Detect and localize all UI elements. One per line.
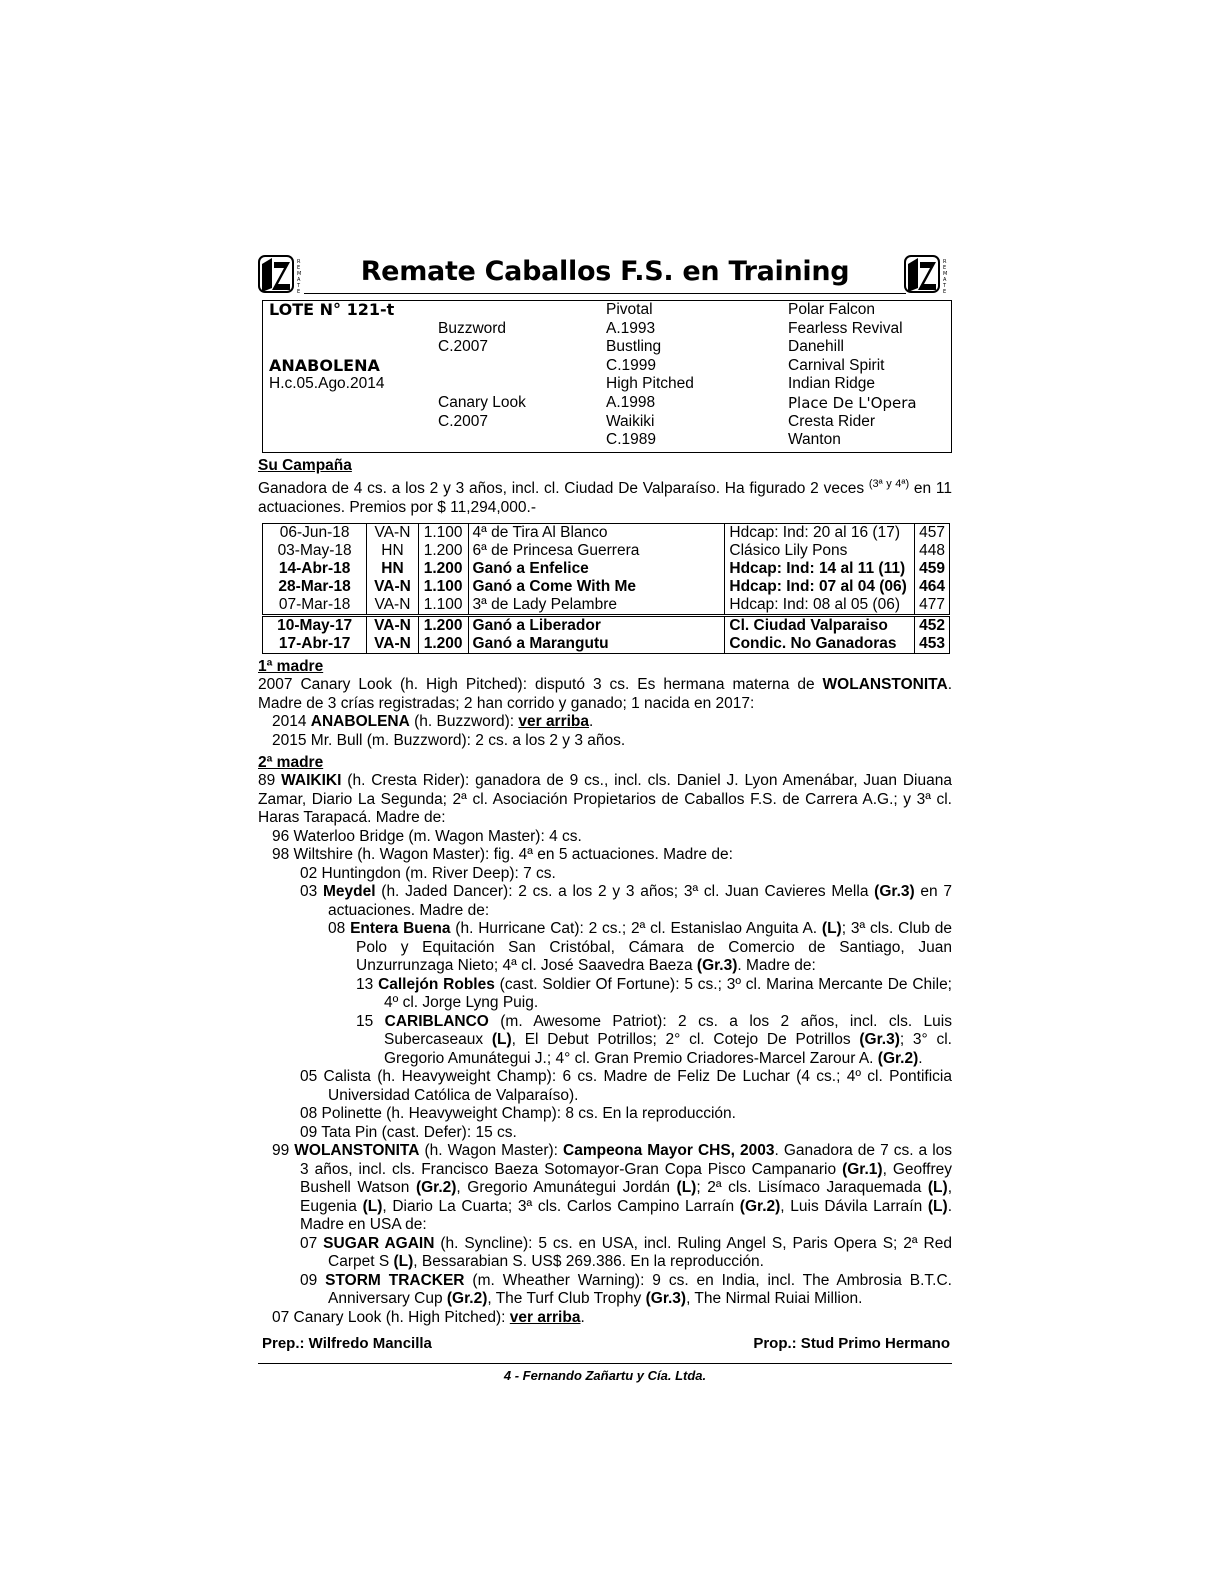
owner: Prop.: Stud Primo Hermano	[753, 1335, 950, 1353]
race-row	[263, 596, 950, 616]
race-number: 452	[915, 616, 950, 636]
madre1-offspring: 2015 Mr. Bull (m. Buzzword): 2 cs. a los 2 y 3 años.	[272, 731, 626, 749]
dam-dam: Waikiki	[606, 412, 655, 430]
offspring-huntingdon: 02 Huntingdon (m. River Deep): 7 cs.	[300, 864, 556, 882]
page-number: 4 - Fernando Zañartu y Cía. Ltda.	[503, 1368, 707, 1384]
dam-year: C.2007	[438, 412, 488, 430]
race-name: Hdcap: Ind: 07 al 04 (06)	[725, 578, 915, 596]
svg-text:M: M	[943, 271, 948, 277]
race-row	[263, 578, 950, 596]
svg-text:E: E	[297, 289, 301, 295]
race-row	[263, 560, 950, 578]
dam-sire: High Pitched	[606, 375, 694, 393]
sire-year: C.2007	[438, 338, 488, 356]
offspring-tata-pin: 09 Tata Pin (cast. Defer): 15 cs.	[300, 1123, 517, 1141]
campaign-heading: Su Campaña	[258, 457, 352, 474]
ver-arriba-link[interactable]: ver arriba	[518, 713, 590, 731]
race-row	[263, 616, 950, 636]
race-result: 3ª de Lady Pelambre	[468, 596, 725, 616]
offspring-meydel: 03 Meydel (h. Jaded Dancer): 2 cs. a los 2 y 3 años; 3ª cl. Juan Cavieres Mella (Gr.3) en 7 actuaciones. Madre de:	[300, 883, 952, 919]
offspring-entera-buena: 08 Entera Buena (h. Hurricane Cat): 2 cs.; 2ª cl. Estanislao Anguita A. (L); 3ª cls. Club de Polo y Equitación San Cristóbal, Cámara de Comercio de Santiago, Juan Unzurrunzaga Nieto; 4ª cl. José Saavedra Baeza (Gr.3). Madre de:	[328, 920, 952, 975]
svg-text:E: E	[943, 265, 947, 271]
race-track: VA-N	[367, 596, 418, 616]
offspring-wolanstonita: 99 WOLANSTONITA (h. Wagon Master): Campeona Mayor CHS, 2003. Ganadora de 7 cs. a los 3 años, incl. cls. Francisco Baeza Sotomayor-Gran Copa Pisco Campanario (Gr.1), Geoffrey Bushell Watson (Gr.2), Gregorio Amunátegui Jordán (L); 2ª cls. Lisímaco Jaraquemada (L), Eugenia (L), Diario La Cuarta; 3ª cls. Carlos Campino Larraín (Gr.2), Luis Dávila Larraín (L). Madre en USA de:	[272, 1142, 953, 1234]
race-date: 14-Abr-18	[263, 560, 367, 578]
race-row	[263, 635, 950, 654]
pedigree-box	[262, 300, 952, 453]
race-number: 477	[915, 596, 950, 616]
race-name: Condic. No Ganadoras	[725, 635, 915, 654]
campaign-text	[258, 475, 952, 517]
race-distance: 1.100	[418, 524, 468, 543]
race-distance: 1.200	[418, 635, 468, 654]
g4-ancestor: Danehill	[788, 338, 845, 356]
remates-logo	[258, 254, 306, 296]
svg-text:E: E	[297, 265, 301, 271]
offspring-storm-tracker: 09 STORM TRACKER (m. Wheather Warning): 9 cs. en India, incl. The Ambrosia B.T.C. Anniversary Cup (Gr.2), The Turf Club Trophy (Gr.3), The Nirmal Ruiai Million.	[300, 1271, 952, 1308]
race-track: HN	[367, 542, 418, 560]
page-title: Remate Caballos F.S. en Training	[360, 256, 850, 287]
offspring-callejon: 13 Callejón Robles (cast. Soldier Of Fortune): 5 cs.; 3º cl. Marina Mercante De Chile; 4º cl. Jorge Lyng Puig.	[356, 975, 952, 1012]
g4-ancestor: Fearless Revival	[788, 319, 903, 337]
horse-name: ANABOLENA	[269, 355, 380, 375]
madre1-offspring: 2014 ANABOLENA (h. Buzzword): ver arriba.	[272, 713, 594, 731]
g4-ancestor: Polar Falcon	[788, 301, 876, 318]
sire-sire: Pivotal	[606, 301, 653, 318]
offspring-waterloo: 96 Waterloo Bridge (m. Wagon Master): 4 cs.	[272, 827, 582, 845]
madre1-heading: 1ª madre	[258, 658, 324, 676]
offspring-polinette: 08 Polinette (h. Heavyweight Champ): 8 cs. En la reproducción.	[300, 1105, 736, 1123]
svg-text:R: R	[943, 259, 947, 265]
svg-text:A: A	[943, 277, 947, 283]
title-rule	[304, 293, 906, 294]
race-name: Clásico Lily Pons	[725, 542, 915, 560]
offspring-sugar-again: 07 SUGAR AGAIN (h. Syncline): 5 cs. en USA, incl. Ruling Angel S, Paris Opera S; 2ª Red Carpet S (L), Bessarabian S. US$ 269.386. En la reproducción.	[300, 1234, 952, 1271]
offspring-canary-look: 07 Canary Look (h. High Pitched): ver arriba.	[272, 1308, 585, 1326]
race-number: 457	[915, 524, 950, 543]
campaign-text-b: en 11 actuaciones. Premios por $ 11,294,000.-	[258, 480, 953, 516]
footer	[258, 1335, 952, 1357]
race-result: Ganó a Enfelice	[468, 560, 725, 578]
sire-dam-year: C.1999	[606, 356, 656, 374]
race-track: HN	[367, 560, 418, 578]
race-result: Ganó a Liberador	[468, 616, 725, 636]
race-name: Hdcap: Ind: 14 al 11 (11)	[725, 560, 915, 578]
remates-logo-right	[904, 254, 952, 296]
svg-text:R: R	[297, 259, 301, 265]
offspring-wiltshire: 98 Wiltshire (h. Wagon Master): fig. 4ª en 5 actuaciones. Madre de:	[272, 846, 733, 864]
race-name: Cl. Ciudad Valparaiso	[725, 616, 915, 636]
dam-name: Canary Look	[438, 394, 526, 411]
race-distance: 1.100	[418, 596, 468, 616]
race-number: 459	[915, 560, 950, 578]
madre2-heading: 2ª madre	[258, 754, 324, 772]
sire-dam: Bustling	[606, 338, 662, 356]
g4-ancestor: Carnival Spirit	[788, 356, 885, 374]
race-result: 4ª de Tira Al Blanco	[468, 524, 725, 543]
race-number: 448	[915, 542, 950, 560]
race-row	[263, 542, 950, 560]
race-name: Hdcap: Ind: 20 al 16 (17)	[725, 524, 915, 543]
svg-text:A: A	[297, 277, 301, 283]
sire-name: Buzzword	[438, 319, 507, 337]
race-date: 06-Jun-18	[263, 524, 367, 543]
race-track: VA-N	[367, 635, 418, 654]
dam-sire-year: A.1998	[606, 394, 656, 411]
g4-ancestor: Cresta Rider	[788, 412, 875, 430]
race-track: VA-N	[367, 578, 418, 596]
g4-ancestor: Indian Ridge	[788, 375, 876, 393]
race-distance: 1.200	[418, 542, 468, 560]
race-row	[263, 524, 950, 543]
g4-ancestor: Place De L'Opera	[788, 394, 917, 412]
campaign-placings: (3ª y 4ª)	[868, 478, 910, 490]
race-table	[262, 523, 950, 654]
race-track: VA-N	[367, 524, 418, 543]
race-date: 28-Mar-18	[263, 578, 367, 596]
offspring-calista: 05 Calista (h. Heavyweight Champ): 6 cs. Madre de Feliz De Luchar (4 cs.; 4º cl. Pontificia Universidad Católica de Valparaíso).	[300, 1068, 952, 1104]
race-number: 464	[915, 578, 950, 596]
svg-text:E: E	[943, 289, 947, 295]
offspring-cariblanco: 15 CARIBLANCO (m. Awesome Patriot): 2 cs. a los 2 años, incl. cls. Luis Subercaseaux (L), El Debut Potrillos; 2° cl. Cotejo De Potrillos (Gr.3); 3° cl. Gregorio Amunátegui J.; 4° cl. Gran Premio Criadores-Marcel Zarour A. (Gr.2).	[356, 1012, 952, 1067]
svg-text:T: T	[297, 283, 301, 289]
madre2-intro: 89 WAIKIKI (h. Cresta Rider): ganadora de 9 cs., incl. cls. Daniel J. Lyon Amenábar, Juan Diuana Zamar, Diario La Segunda; 2ª cl. Asociación Propietarios de Caballos F.S. de Carrera A.G.; y 3ª cl. Haras Tarapacá. Madre de:	[258, 772, 952, 827]
catalog-page	[258, 252, 952, 1383]
page-header	[258, 252, 952, 296]
madre1-intro: 2007 Canary Look (h. High Pitched): disputó 3 cs. Es hermana materna de WOLANSTONITA. Madre de 3 crías registradas; 2 han corrido y ganado; 1 nacida en 2017:	[258, 676, 952, 712]
campaign-text-a: Ganadora de 4 cs. a los 2 y 3 años, incl. cl. Ciudad De Valparaíso. Ha figurado 2 veces	[258, 480, 869, 498]
horse-info: H.c.05.Ago.2014	[269, 375, 385, 393]
g4-ancestor: Wanton	[788, 431, 841, 449]
race-track: VA-N	[367, 616, 418, 636]
lote-number: LOTE N° 121-t	[269, 300, 395, 319]
race-date: 07-Mar-18	[263, 596, 367, 616]
race-number: 453	[915, 635, 950, 654]
race-date: 10-May-17	[263, 616, 367, 636]
race-result: 6ª de Princesa Guerrera	[468, 542, 725, 560]
race-name: Hdcap: Ind: 08 al 05 (06)	[725, 596, 915, 616]
svg-text:M: M	[297, 271, 302, 277]
footer-rule	[258, 1363, 952, 1364]
sire-sire-year: A.1993	[606, 319, 656, 337]
race-result: Ganó a Come With Me	[468, 578, 725, 596]
dam-dam-year: C.1989	[606, 431, 656, 449]
race-distance: 1.200	[418, 616, 468, 636]
ver-arriba-link[interactable]: ver arriba	[509, 1308, 581, 1326]
race-date: 03-May-18	[263, 542, 367, 560]
race-distance: 1.100	[418, 578, 468, 596]
race-distance: 1.200	[418, 560, 468, 578]
race-date: 17-Abr-17	[263, 635, 367, 654]
svg-text:T: T	[943, 283, 947, 289]
race-result: Ganó a Marangutu	[468, 635, 725, 654]
preparer: Prep.: Wilfredo Mancilla	[262, 1335, 432, 1353]
